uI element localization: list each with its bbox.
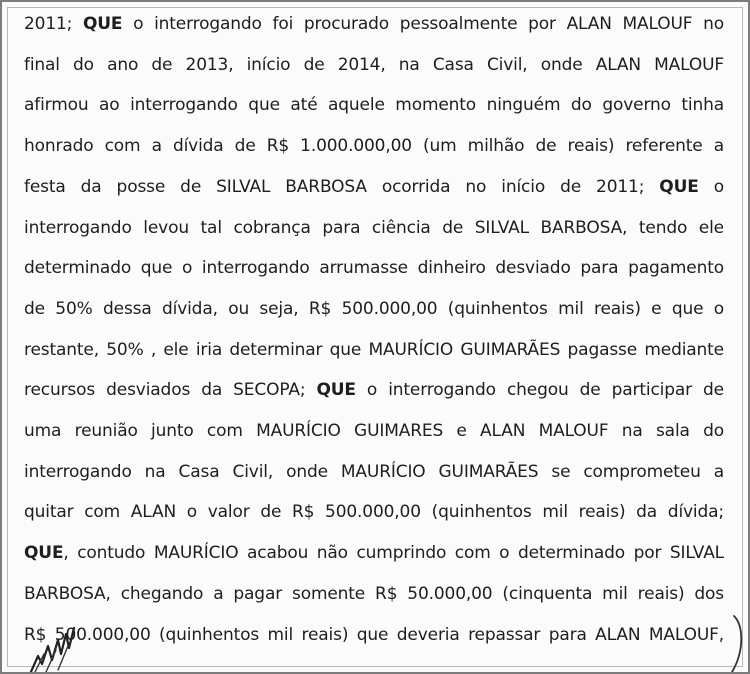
line-text: o interrogando foi procurado pessoalmente por ALAN MALOUF no bbox=[122, 14, 724, 34]
line-text: restante, 50% , ele iria determinar que MAURÍCIO GUIMARÃES pagasse mediante bbox=[24, 339, 724, 360]
document-line bbox=[24, 212, 724, 244]
handwritten-signature-scribble bbox=[28, 620, 88, 674]
bold-que-marker: QUE bbox=[24, 543, 64, 564]
document-line bbox=[24, 49, 724, 81]
bold-que-marker: QUE bbox=[316, 380, 356, 401]
line-text: recursos desviados da SECOPA; bbox=[24, 380, 317, 401]
document-line bbox=[24, 578, 724, 610]
line-text: determinado que o interrogando arrumasse dinheiro desviado para pagamento bbox=[24, 258, 724, 279]
document-line bbox=[24, 496, 724, 528]
line-text: 2011; bbox=[24, 14, 83, 34]
line-text: interrogando levou tal cobrança para ciência de SILVAL BARBOSA, tendo ele bbox=[24, 217, 724, 238]
bold-que-marker: QUE bbox=[659, 176, 699, 197]
document-line bbox=[24, 171, 724, 203]
document-line bbox=[24, 252, 724, 284]
document-line bbox=[24, 293, 724, 325]
document-line bbox=[24, 89, 724, 121]
line-text: interrogando na Casa Civil, onde MAURÍCIO GUIMARÃES se comprometeu a bbox=[24, 461, 724, 482]
bold-que-marker: QUE bbox=[82, 14, 123, 34]
line-text: BARBOSA, chegando a pagar somente R$ 50.000,00 (cinquenta mil reais) dos bbox=[24, 583, 724, 604]
line-text: o bbox=[698, 176, 724, 197]
document-line bbox=[24, 130, 724, 162]
line-text: quitar com ALAN o valor de R$ 500.000,00 (quinhentos mil reais) da dívida; bbox=[24, 502, 724, 523]
document-line bbox=[24, 537, 724, 569]
line-text: final do ano de 2013, início de 2014, na Casa Civil, onde ALAN MALOUF bbox=[24, 54, 724, 75]
line-text: R$ 500.000,00 (quinhentos mil reais) que deveria repassar para ALAN MALOUF, bbox=[24, 624, 724, 645]
line-text: uma reunião junto com MAURÍCIO GUIMARES e ALAN MALOUF na sala do bbox=[24, 421, 724, 441]
document-text-block bbox=[2, 2, 750, 674]
line-text: o interrogando chegou de participar de bbox=[355, 380, 724, 401]
document-line bbox=[24, 456, 724, 488]
line-text: , contudo MAURÍCIO acabou não cumprindo com o determinado por SILVAL bbox=[63, 543, 724, 564]
document-line bbox=[24, 374, 724, 406]
line-text: afirmou ao interrogando que até aquele momento ninguém do governo tinha bbox=[24, 95, 724, 116]
document-line bbox=[24, 415, 724, 447]
document-line bbox=[24, 334, 724, 366]
handwritten-corner-mark bbox=[724, 612, 746, 674]
document-line bbox=[24, 8, 724, 40]
line-text: honrado com a dívida de R$ 1.000.000,00 (um milhão de reais) referente a bbox=[24, 136, 724, 157]
document-line bbox=[24, 619, 724, 651]
line-text: festa da posse de SILVAL BARBOSA ocorrida no início de 2011; bbox=[24, 176, 660, 197]
line-text: de 50% dessa dívida, ou seja, R$ 500.000,00 (quinhentos mil reais) e que o bbox=[24, 298, 724, 319]
